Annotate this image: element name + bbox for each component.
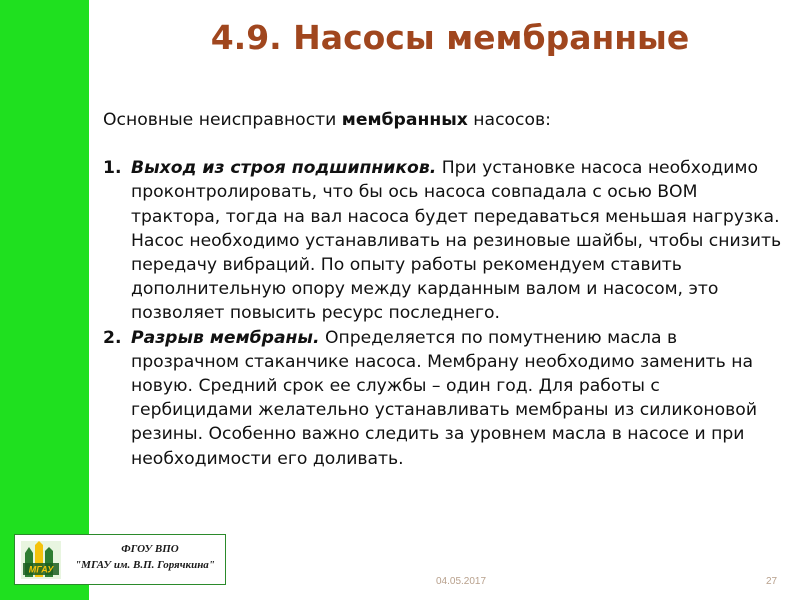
intro-prefix: Основные неисправности (103, 110, 342, 130)
green-sidebar (0, 0, 89, 600)
logo-line1: ФГОУ ВПО (121, 543, 179, 555)
faults-list (103, 156, 783, 471)
footer-date: 04.05.2017 (436, 576, 487, 587)
slide-body (103, 108, 783, 471)
intro-suffix: насосов: (467, 110, 551, 130)
intro-bold: мембранных (341, 110, 468, 130)
item-text: При установке насоса необходимо проконтролировать, что бы ось насоса совпадала с осью ВОМ трактора, тогда на вал насоса будет передаваться меньшая нагрузка. Насос необходимо устанавливать на резиновые шайбы, чтобы снизить передачу вибраций. По опыту работы рекомендуем ставить дополнительную опору между карданным валом и насосом, это позволяет повысить ресурс последнего. (131, 158, 782, 324)
item-lead: Разрыв мембраны. (131, 327, 320, 348)
item-text: Определяется по помутнению масла в прозрачном стаканчике насоса. Мембрану необходимо заменить на новую. Средний срок ее службы – один год. Для работы с гербицидами желательно устанавливать мембраны из силиконовой резины. Особенно важно следить за уровнем масла в насосе и при необходимости его доливать. (131, 327, 757, 469)
item-number: 2. (103, 327, 122, 348)
page-number: 27 (766, 576, 778, 587)
list-item (103, 326, 783, 471)
list-item (103, 156, 783, 325)
logo-line2: "МГАУ им. В.П. Горячкина" (75, 559, 215, 571)
item-number: 1. (103, 158, 122, 179)
slide-title: 4.9. Насосы мембранные (210, 18, 690, 57)
item-lead: Выход из строя подшипников. (131, 158, 437, 179)
emblem-text: МГАУ (28, 564, 54, 575)
university-emblem-icon (19, 539, 63, 581)
university-logo (14, 534, 226, 585)
intro-paragraph (103, 108, 783, 132)
